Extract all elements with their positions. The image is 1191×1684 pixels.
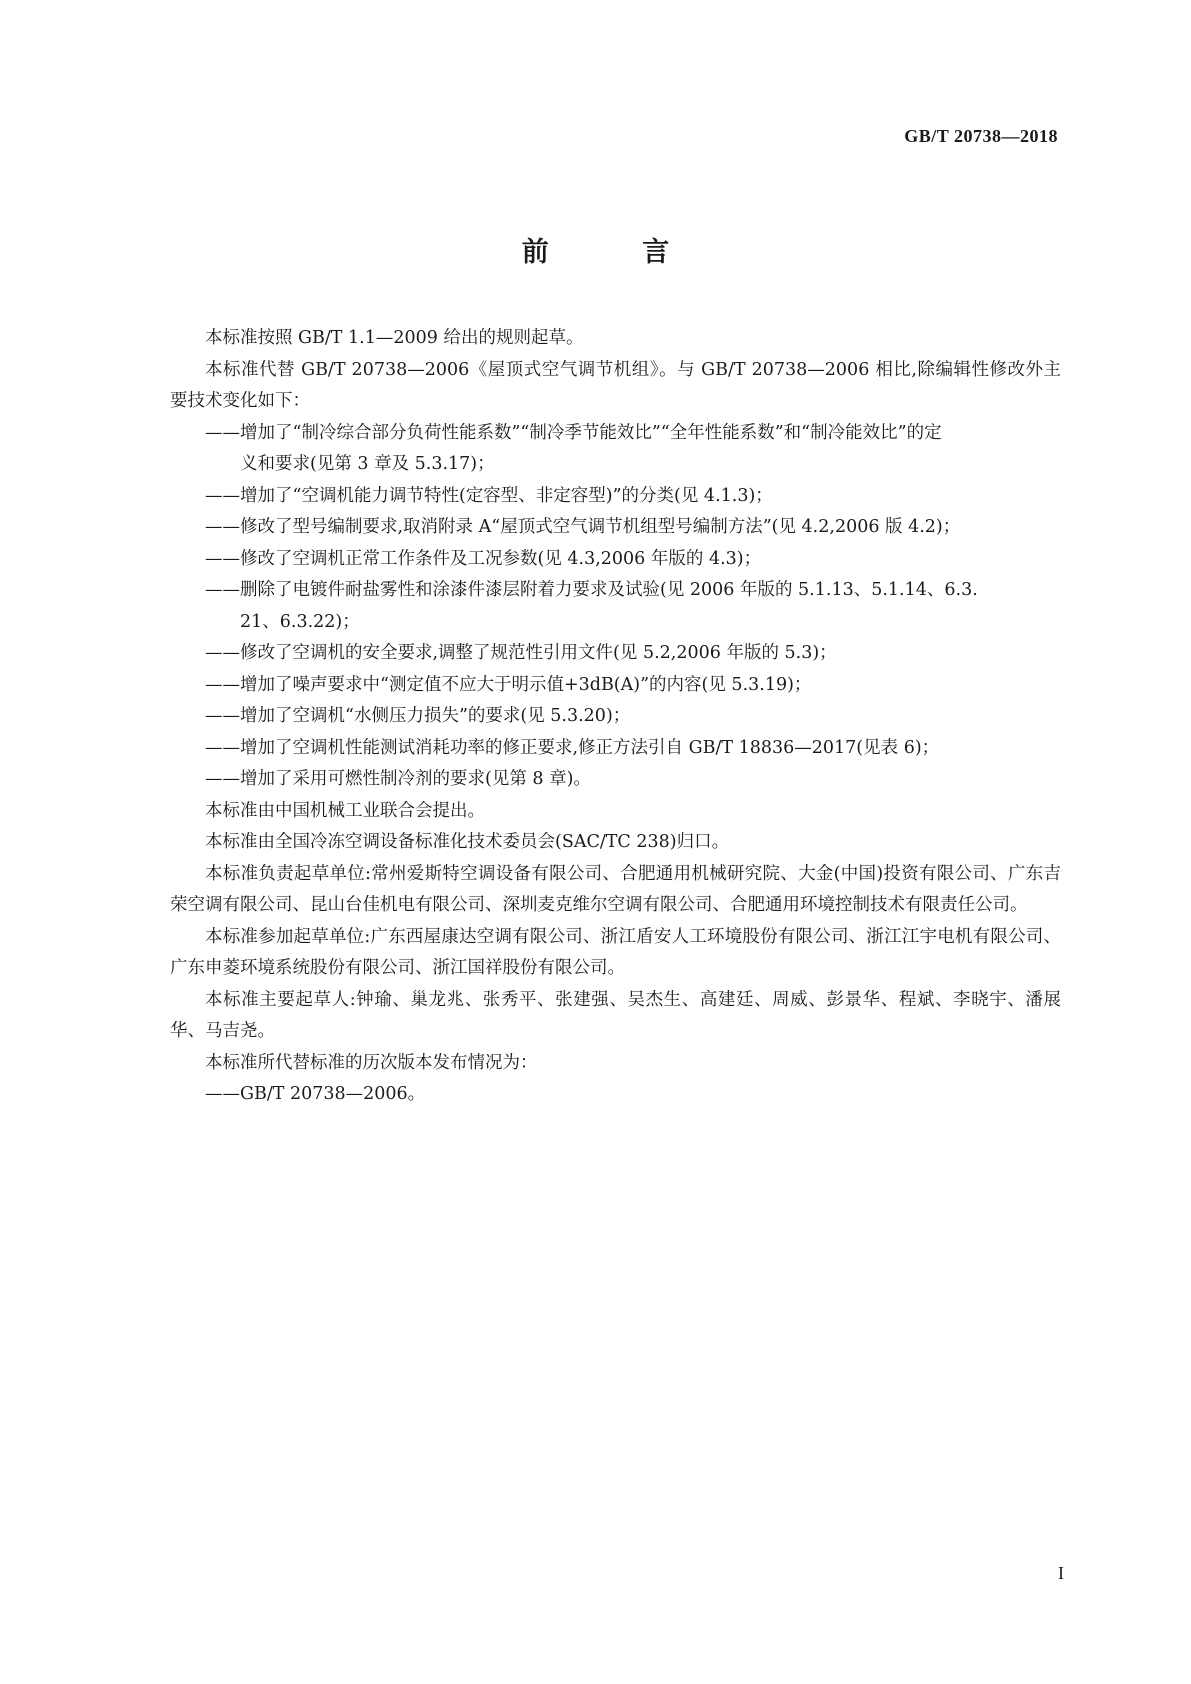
list-item-continuation: 21、6.3.22)； <box>240 611 360 632</box>
list-item <box>170 418 1061 481</box>
paragraph-committee: 本标准由全国冷冻空调设备标准化技术委员会(SAC/TC 238)归口。 <box>205 832 730 852</box>
list-item-text: ——删除了电镀件耐盐雾性和涂漆件漆层附着力要求及试验(见 2006 年版的 5.1.13、5.1.14、6.3. <box>205 580 978 600</box>
list-item-continuation: 义和要求(见第 3 章及 5.3.17)； <box>240 454 495 474</box>
list-item-text: ——增加了采用可燃性制冷剂的要求(见第 8 章)。 <box>205 769 591 789</box>
list-item <box>170 701 1061 733</box>
paragraph-proposer: 本标准由中国机械工业联合会提出。 <box>205 800 485 821</box>
list-item-text: ——修改了型号编制要求,取消附录 A“屋顶式空气调节机组型号编制方法”(见 4.2,2006 版 4.2)； <box>205 517 961 537</box>
list-item <box>170 764 1061 796</box>
list-item <box>170 670 1061 702</box>
paragraph-drafting-rules: 本标准按照 GB/T 1.1—2009 给出的规则起草。 <box>205 328 584 348</box>
paragraph-drafters: 本标准主要起草人:钟瑜、巢龙兆、张秀平、张建强、吴杰生、高建廷、周威、彭景华、程斌、李晓宇、潘展华、马吉尧。 <box>170 989 1061 1041</box>
list-item-text: ——增加了“制冷综合部分负荷性能系数”“制冷季节能效比”“全年性能系数”和“制冷能效比”的定 <box>205 422 942 443</box>
changes-list <box>170 418 1061 796</box>
list-item <box>170 638 1061 670</box>
list-item-text: ——修改了空调机的安全要求,调整了规范性引用文件(见 5.2,2006 年版的 5.3)； <box>205 643 837 663</box>
document-body <box>170 323 1061 1111</box>
paragraph-participating-units: 本标准参加起草单位:广东西屋康达空调有限公司、浙江盾安人工环境股份有限公司、浙江江宇电机有限公司、广东申菱环境系统股份有限公司、浙江国祥股份有限公司。 <box>170 926 1061 978</box>
history-item-text: ——GB/T 20738—2006。 <box>205 1084 426 1104</box>
paragraph-history-intro: 本标准所代替标准的历次版本发布情况为： <box>205 1052 538 1073</box>
list-item <box>170 575 1061 638</box>
list-item-text: ——增加了空调机“水侧压力损失”的要求(见 5.3.20)； <box>205 706 631 726</box>
list-item-text: ——修改了空调机正常工作条件及工况参数(见 4.3,2006 年版的 4.3)； <box>205 548 762 569</box>
list-item <box>170 544 1061 576</box>
list-item <box>170 512 1061 544</box>
list-item <box>170 1079 1061 1111</box>
list-item <box>170 481 1061 513</box>
page-title: 前 言 <box>521 237 712 268</box>
paragraph-replacement: 本标准代替 GB/T 20738—2006《屋顶式空气调节机组》。与 GB/T 20738—2006 相比,除编辑性修改外主要技术变化如下： <box>170 359 1061 411</box>
list-item <box>170 733 1061 765</box>
standard-number: GB/T 20738—2018 <box>904 126 1058 146</box>
list-item-text: ——增加了噪声要求中“测定值不应大于明示值+3dB(A)”的内容(见 5.3.19)； <box>205 674 812 695</box>
page-number: I <box>1058 1563 1064 1583</box>
paragraph-responsible-units: 本标准负责起草单位:常州爱斯特空调设备有限公司、合肥通用机械研究院、大金(中国)投资有限公司、广东吉荣空调有限公司、昆山台佳机电有限公司、深圳麦克维尔空调有限公司、合肥通用环境控制技术有限责任公司。 <box>170 863 1061 915</box>
list-item-text: ——增加了“空调机能力调节特性(定容型、非定容型)”的分类(见 4.1.3)； <box>205 485 773 506</box>
list-item-text: ——增加了空调机性能测试消耗功率的修正要求,修正方法引自 GB/T 18836—2017(见表 6)； <box>205 737 940 758</box>
